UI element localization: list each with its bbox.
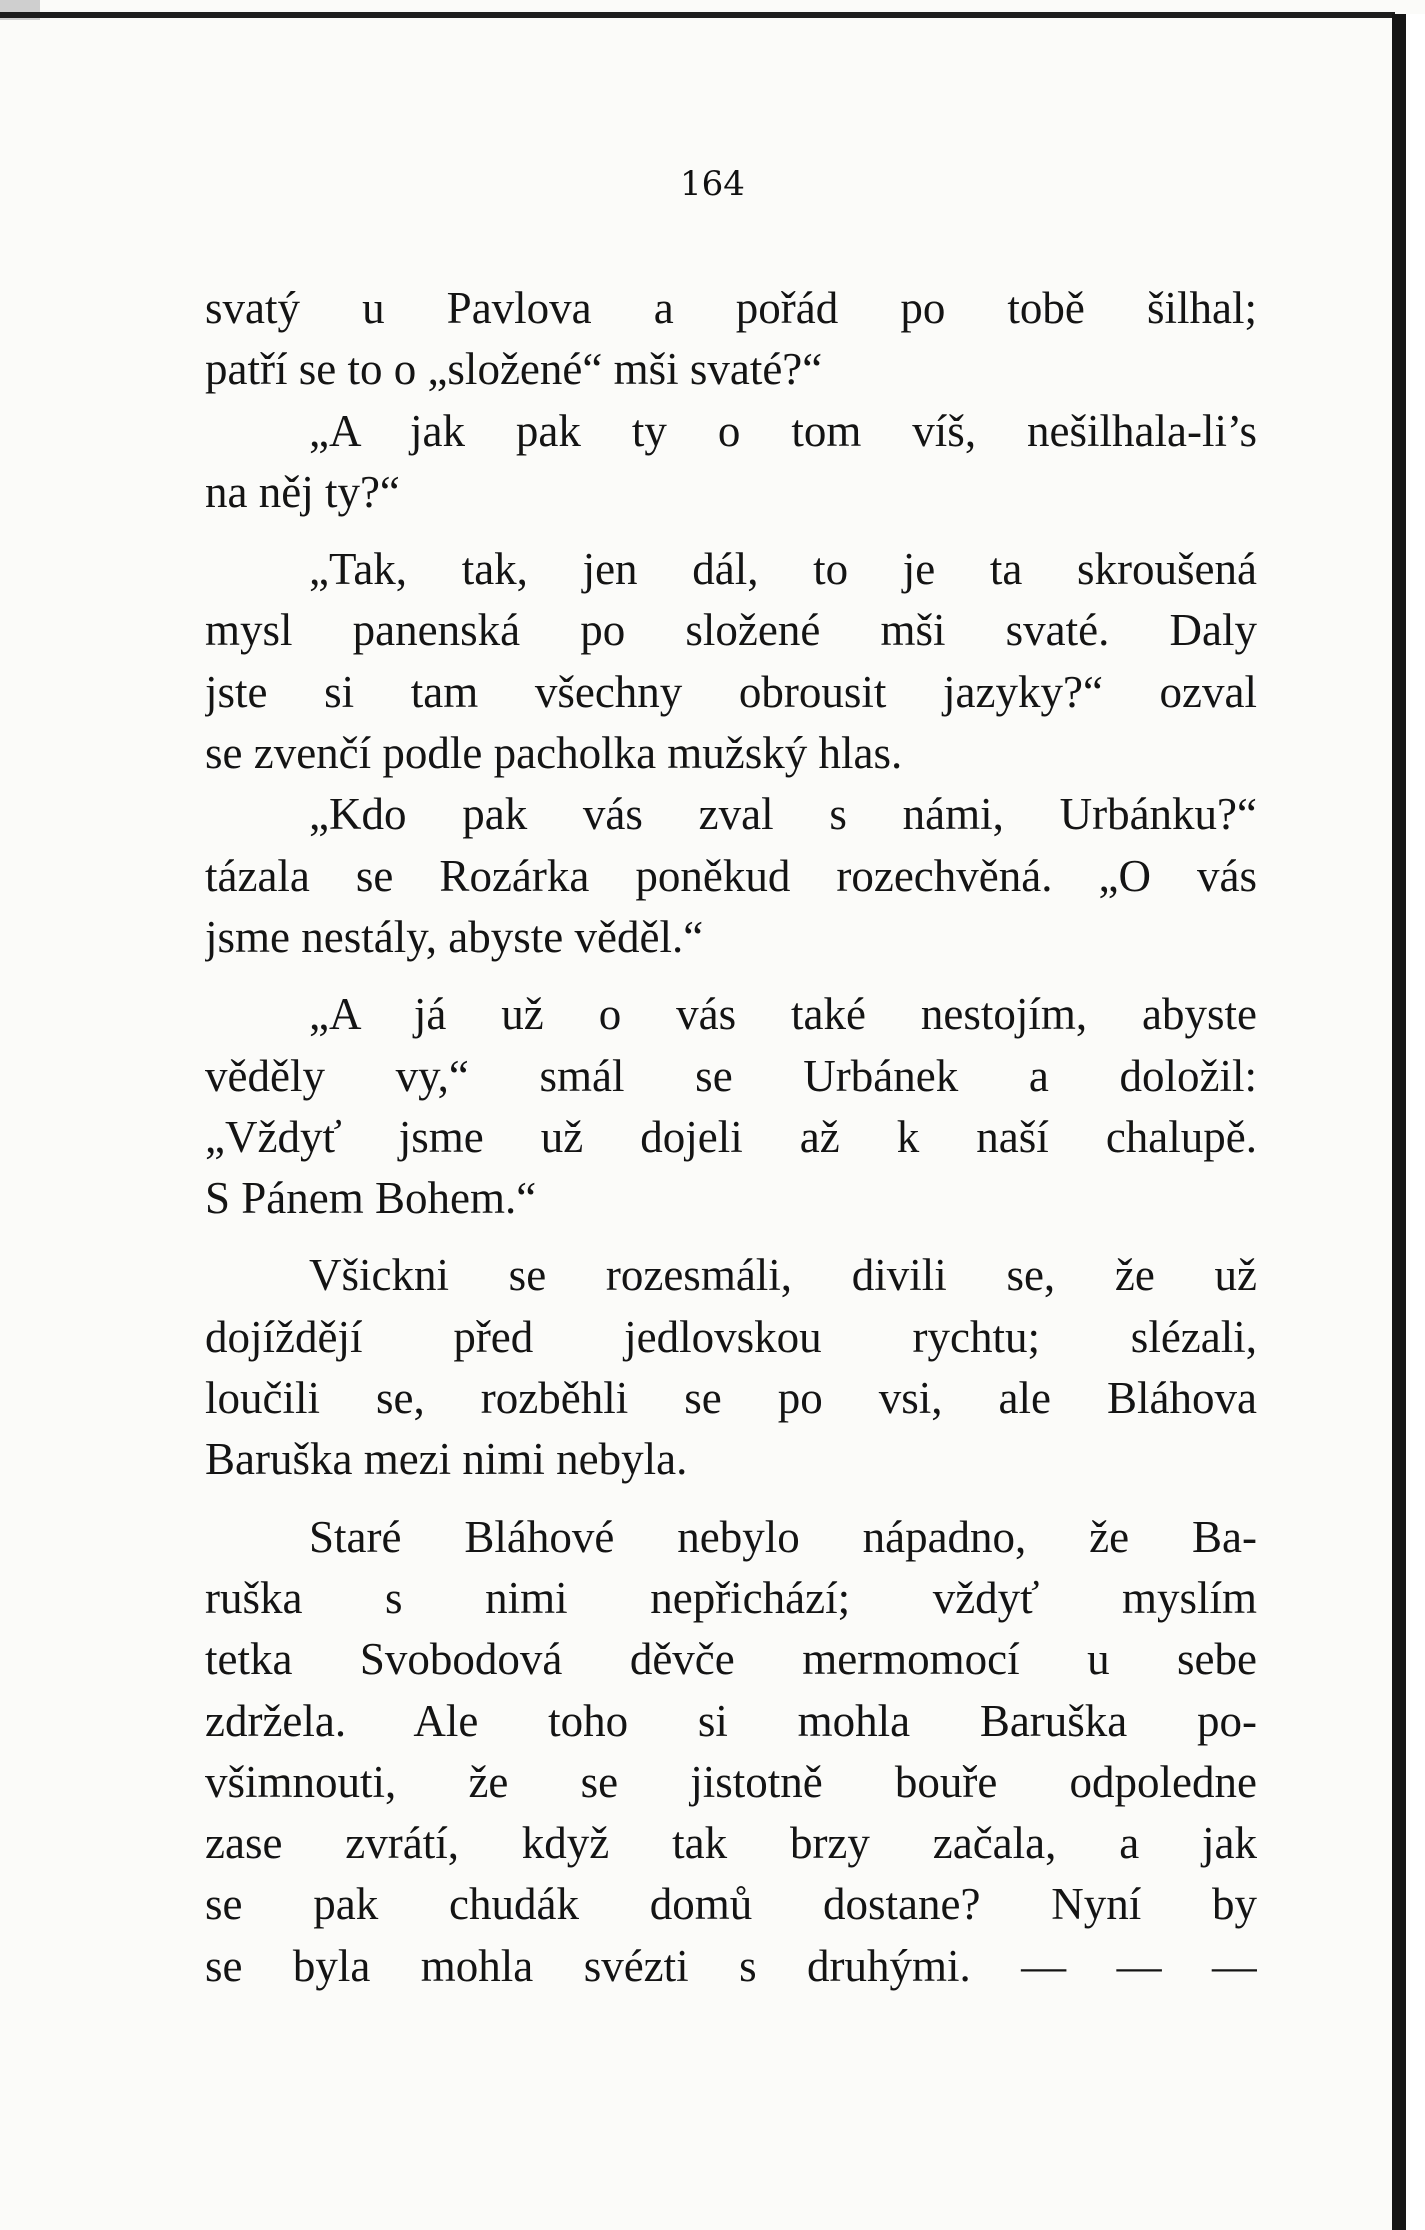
text-line: zase zvrátí, když tak brzy začala, a jak: [205, 1818, 1257, 1869]
text-line: „Vždyť jsme už dojeli až k naší chalupě.: [205, 1111, 1257, 1162]
scan-right-border: [1392, 14, 1406, 2230]
text-line: „Kdo pak vás zval s námi, Urbánku?“: [309, 789, 1257, 840]
text-line: mysl panenská po složené mši svaté. Daly: [205, 605, 1257, 656]
text-line: loučili se, rozběhli se po vsi, ale Bláhova: [205, 1373, 1257, 1424]
text-line: jste si tam všechny obrousit jazyky?“ ozval: [205, 666, 1257, 717]
text-line: všimnouti, že se jistotně bouře odpoledne: [205, 1756, 1257, 1807]
text-line: „Tak, tak, jen dál, to je ta skroušená: [309, 544, 1257, 595]
text-line: jsme nestály, abyste věděl.“: [205, 911, 704, 962]
text-line: zdržela. Ale toho si mohla Baruška po-: [205, 1695, 1257, 1746]
text-line: „A jak pak ty o tom víš, nešilhala-li’s: [309, 405, 1257, 456]
text-line: věděly vy,“ smál se Urbánek a doložil:: [205, 1050, 1257, 1101]
text-line: se byla mohla svézti s druhými. — — —: [205, 1940, 1257, 1991]
text-line: „A já už o vás také nestojím, abyste: [309, 989, 1257, 1040]
text-line: na něj ty?“: [205, 466, 400, 517]
text-line: patří se to o „složené“ mši svaté?“: [205, 344, 823, 395]
text-line: ruška s nimi nepřichází; vždyť myslím: [205, 1572, 1257, 1623]
scan-right-edge: [1406, 14, 1425, 2230]
text-line: tetka Svobodová děvče mermomocí u sebe: [205, 1634, 1257, 1685]
scan-top-border: [0, 12, 1395, 18]
text-line: tázala se Rozárka poněkud rozechvěná. „O vás: [205, 850, 1257, 901]
text-line: svatý u Pavlova a pořád po tobě šilhal;: [205, 283, 1257, 333]
page-number: 164: [680, 164, 745, 204]
text-line: se zvenčí podle pacholka mužský hlas.: [205, 728, 903, 779]
text-line: Všickni se rozesmáli, divili se, že už: [309, 1250, 1257, 1301]
text-line: dojíždějí před jedlovskou rychtu; slézali,: [205, 1311, 1257, 1362]
text-line: S Pánem Bohem.“: [205, 1173, 537, 1224]
text-line: Baruška mezi nimi nebyla.: [205, 1434, 688, 1485]
text-line: se pak chudák domů dostane? Nyní by: [205, 1879, 1257, 1930]
body-text: [205, 278, 1257, 1997]
text-line: Staré Bláhové nebylo nápadno, že Ba-: [309, 1511, 1257, 1562]
